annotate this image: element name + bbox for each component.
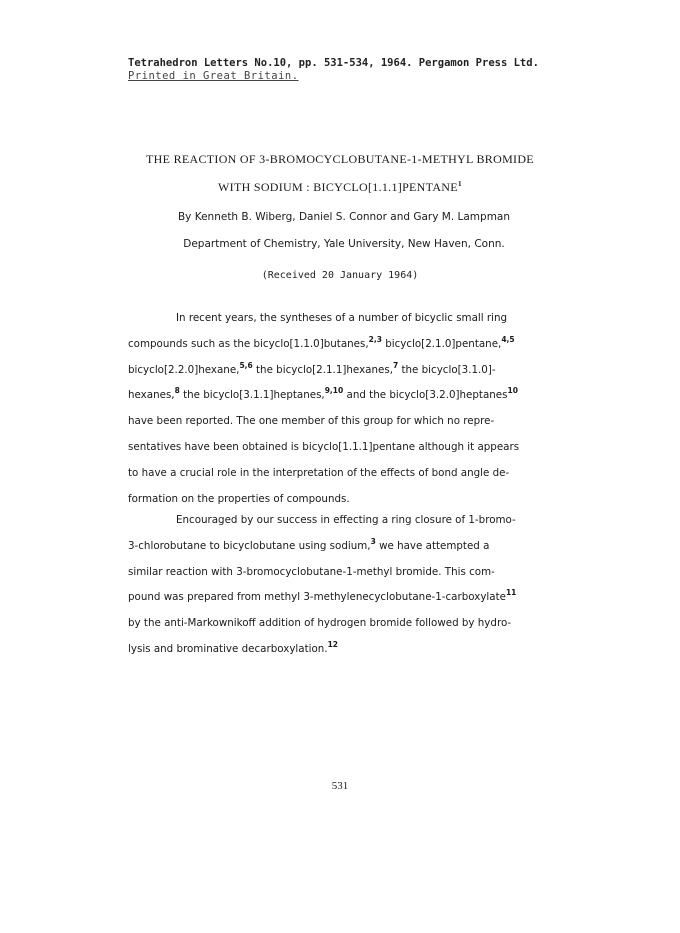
text-segment: compounds such as the bicyclo[1.1.0]butanes, (128, 337, 369, 350)
text-line (128, 386, 518, 402)
text-segment: In recent years, the syntheses of a number of bicyclic small ring (176, 312, 508, 324)
reference-superscript: 8 (174, 386, 180, 396)
text-segment: the bicyclo[3.1.1]heptanes, (179, 389, 325, 402)
article-title-line2 (0, 180, 680, 195)
reference-superscript: 9,10 (324, 386, 344, 396)
text-line (128, 536, 490, 552)
affiliation: Department of Chemistry, Yale University, New Haven, Conn. (183, 238, 505, 250)
text-segment: and the bicyclo[3.2.0]heptanes (343, 389, 508, 402)
text-segment: pound was prepared from methyl 3-methylenecyclobutane-1-carboxylate (128, 591, 506, 604)
received-date: (Received 20 January 1964) (261, 270, 419, 281)
reference-superscript: 2,3 (368, 334, 382, 344)
text-segment: bicyclo[2.1.0]pentane, (381, 337, 502, 350)
text-segment: formation on the properties of compounds. (128, 492, 350, 505)
reference-superscript: 7 (392, 360, 399, 370)
article-title-line1: THE REACTION OF 3-BROMOCYCLOBUTANE-1-METHYL BROMIDE (146, 152, 534, 166)
text-line (128, 415, 494, 427)
text-segment: the bicyclo[2.1.1]hexanes, (252, 363, 393, 376)
printed-line: Printed in Great Britain. (128, 70, 299, 82)
journal-header (128, 57, 539, 83)
text-line (128, 441, 519, 453)
text-line (128, 640, 339, 655)
paragraph-2 (128, 514, 553, 664)
citation-line: Tetrahedron Letters No.10, pp. 531-534, 1964. Pergamon Press Ltd. (128, 57, 539, 69)
reference-superscript: 4,5 (501, 334, 515, 344)
title-line2-text: WITH SODIUM : BICYCLO[1.1.1]PENTANE (218, 180, 458, 194)
author-list: By Kenneth B. Wiberg, Daniel S. Connor and Gary M. Lampman (177, 211, 511, 223)
reference-superscript: 11 (505, 588, 517, 598)
text-line (176, 312, 507, 324)
text-line (128, 566, 495, 578)
text-segment: bicyclo[2.2.0]hexane, (128, 363, 240, 376)
text-segment: by the anti-Markownikoff addition of hydrogen bromide followed by hydro- (128, 617, 512, 630)
text-segment: to have a crucial role in the interpretation of the effects of bond angle de- (128, 466, 510, 479)
reference-superscript: 3 (370, 536, 376, 546)
text-segment: the bicyclo[3.1.0]- (398, 363, 496, 376)
page-number: 531 (331, 780, 349, 792)
paragraph-1 (128, 312, 553, 505)
text-line (128, 467, 509, 479)
text-line (128, 617, 511, 629)
text-line (128, 334, 515, 350)
text-segment: 3-chlorobutane to bicyclobutane using sodium, (128, 539, 371, 552)
text-line (128, 360, 496, 376)
title-footnote-ref: 1 (457, 179, 462, 188)
text-line (176, 514, 516, 526)
text-segment: hexanes, (128, 389, 175, 402)
text-segment: similar reaction with 3-bromocyclobutane-1-methyl bromide. This com- (128, 565, 495, 578)
text-segment: sentatives have been obtained is bicyclo[1.1.1]pentane although it appears (128, 441, 520, 453)
reference-superscript: 12 (327, 640, 339, 649)
text-segment: have been reported. The one member of this group for which no repre- (128, 415, 495, 428)
text-segment: we have attempted a (375, 539, 490, 552)
text-segment: lysis and brominative decarboxylation. (128, 643, 328, 655)
text-segment: Encouraged by our success in effecting a ring closure of 1-bromo- (176, 514, 516, 526)
reference-superscript: 5,6 (239, 360, 253, 370)
text-line (128, 493, 350, 505)
text-line (128, 588, 517, 604)
reference-superscript: 10 (507, 386, 518, 396)
